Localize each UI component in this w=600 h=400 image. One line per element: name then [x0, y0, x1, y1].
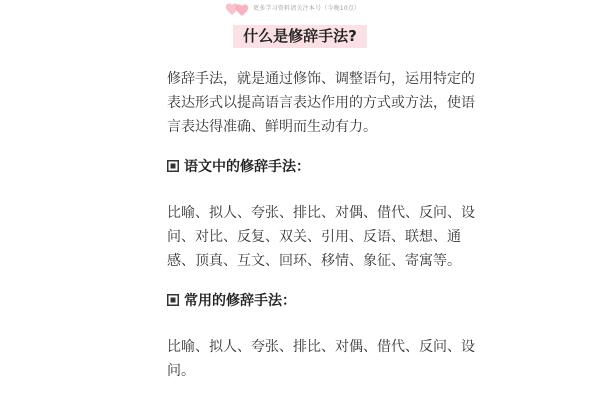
- section-heading-2: [167, 291, 296, 311]
- section1-paragraph: [167, 201, 475, 273]
- square-bullet-icon: [167, 160, 179, 172]
- intro-line: 言表达得准确、鲜明而生动有力。: [167, 119, 377, 135]
- hearts-icon: [225, 1, 251, 17]
- section2-line: 比喻、拟人、夸张、排比、对偶、借代、反问、设: [167, 339, 475, 355]
- section2-line: 问。: [167, 363, 195, 379]
- intro-paragraph: [167, 67, 475, 139]
- title-wrap: [0, 25, 600, 48]
- section-heading-1: [167, 157, 310, 177]
- square-bullet-icon: [167, 294, 179, 306]
- section1-line: 感、顶真、互文、回环、移情、象征、寄寓等。: [167, 253, 461, 269]
- section1-line: 问、对比、反复、双关、引用、反语、联想、通: [167, 229, 461, 245]
- section2-paragraph: [167, 335, 475, 383]
- page-title: 什么是修辞手法?: [233, 25, 367, 48]
- section1-line: 比喻、拟人、夸张、排比、对偶、借代、反问、设: [167, 205, 475, 221]
- section-heading-text: 语文中的修辞手法：: [184, 159, 310, 175]
- section-heading-text: 常用的修辞手法：: [184, 293, 296, 309]
- header-note: 更多学习资料请关注本号（今晚10点）: [253, 5, 361, 12]
- intro-line: 表达形式以提高语言表达作用的方式或方法，使语: [167, 95, 475, 111]
- intro-line: 修辞手法，就是通过修饰、调整语句，运用特定的: [167, 71, 475, 87]
- header-bar: [0, 0, 600, 18]
